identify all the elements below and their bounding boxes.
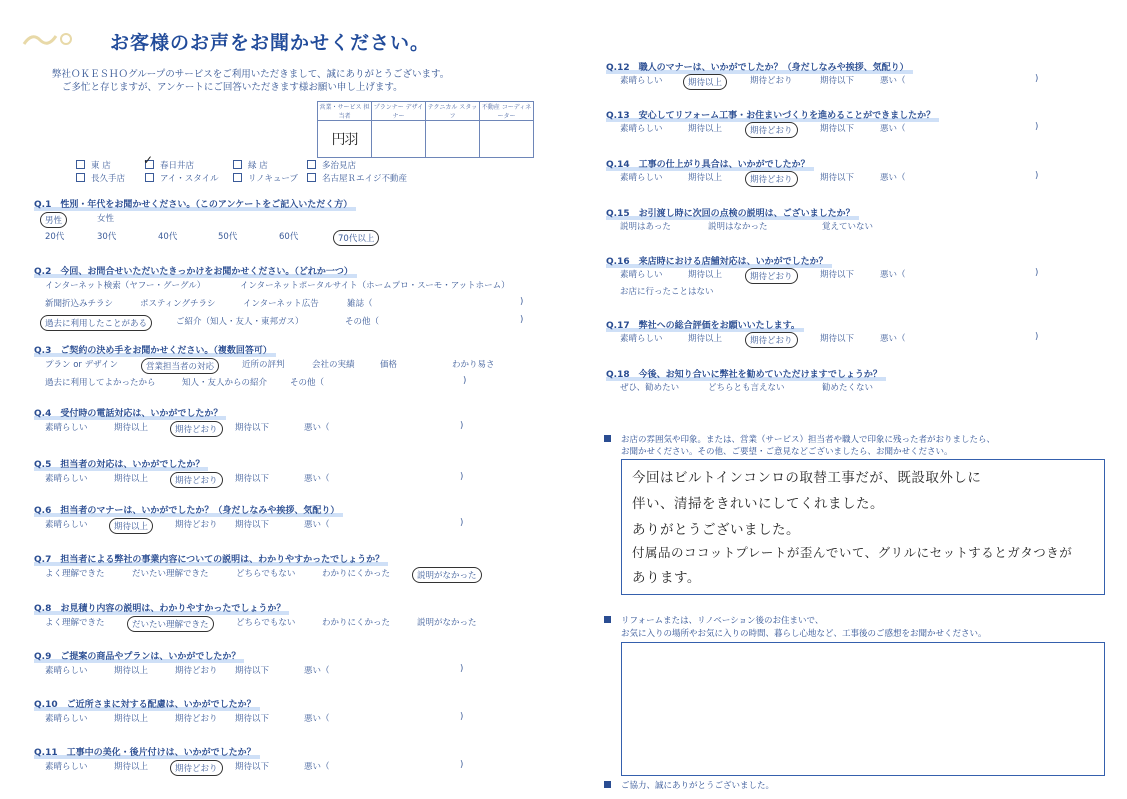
question-heading: Q.10 ご近所さまに対する配慮は、いかがでしたか？ xyxy=(34,700,256,710)
page-title: お客様のお声をお聞かせください。 xyxy=(110,32,431,54)
staff-signature-cell[interactable] xyxy=(318,121,372,158)
staff-column-header: テクニカル スタッフ xyxy=(426,102,480,121)
closing-paren: ) xyxy=(460,518,464,528)
answer-option[interactable]: 素晴らしい xyxy=(45,666,88,676)
answer-option[interactable]: 素晴らしい xyxy=(620,270,663,280)
answer-option[interactable]: 期待以下 xyxy=(235,714,270,724)
answer-option[interactable]: 期待以上 xyxy=(688,334,723,344)
question-heading: Q.12 職人のマナーは、いかがでしたか？（身だしなみや挨拶、気配り） xyxy=(606,63,909,73)
answer-option[interactable]: 期待以上 xyxy=(114,474,149,484)
question-heading: Q.5 担当者の対応は、いかがでしたか？ xyxy=(34,460,205,470)
answer-option[interactable]: わかりにくかった xyxy=(322,618,391,628)
footer-thanks: ご協力、誠にありがとうございました。 xyxy=(604,779,774,791)
closing-paren: ) xyxy=(1035,268,1039,278)
answer-option-selected[interactable]: 期待どおり xyxy=(170,421,223,437)
answer-option-selected[interactable]: 期待どおり xyxy=(745,332,798,348)
answer-option[interactable]: 悪い（ xyxy=(304,666,330,676)
staff-signature: 円羽 xyxy=(331,132,358,148)
comment-heading-2: リフォームまたは、リノベーション後のお住まいで、 xyxy=(604,614,823,626)
answer-option[interactable]: 雑誌（ xyxy=(347,299,373,309)
question-heading: Q.1 性別・年代をお聞かせください。（このアンケートをご記入いただく方） xyxy=(34,200,353,210)
square-bullet-icon xyxy=(604,616,611,623)
closing-paren: ) xyxy=(1035,122,1039,132)
question-heading: Q.16 来店時における店舗対応は、いかがでしたか？ xyxy=(606,257,828,267)
question-heading: Q.2 今回、お問合せいただいたきっかけをお聞かせください。（どれか一つ） xyxy=(34,267,353,277)
closing-paren: ) xyxy=(520,297,524,307)
answer-option[interactable]: よく理解できた xyxy=(45,569,105,579)
closing-paren: ) xyxy=(520,315,524,325)
handwritten-line: 伴い、清掃をきれいにしてくれました。 xyxy=(632,496,884,512)
answer-option[interactable]: 覚えていない xyxy=(822,222,874,232)
square-bullet-icon xyxy=(604,781,611,788)
answer-option-selected[interactable]: 期待どおり xyxy=(745,268,798,284)
answer-option-selected[interactable]: 期待どおり xyxy=(170,472,223,488)
answer-option-selected[interactable]: 期待以上 xyxy=(683,74,727,90)
answer-option[interactable]: 期待以上 xyxy=(114,714,149,724)
checkbox-icon xyxy=(307,173,316,182)
answer-option[interactable]: 会社の実績 xyxy=(312,360,355,370)
answer-option[interactable]: 勧めたくない xyxy=(822,383,874,393)
answer-option-selected[interactable]: 過去に利用したことがある xyxy=(40,315,152,331)
checkbox-icon xyxy=(307,160,316,169)
answer-option[interactable]: 説明はなかった xyxy=(708,222,768,232)
closing-paren: ) xyxy=(1035,332,1039,342)
answer-option[interactable]: 悪い（ xyxy=(304,762,330,772)
question-heading: Q.7 担当者による弊社の事業内容についての説明は、わかりやすかったでしょうか？ xyxy=(34,555,385,565)
branch-option[interactable]: 名古屋Ｒエイジ不動産 xyxy=(307,172,407,184)
answer-option[interactable]: 新聞折込みチラシ xyxy=(45,299,114,309)
answer-option-selected[interactable]: だいたい理解できた xyxy=(127,616,214,632)
staff-column-header: プランナー デザイナー xyxy=(372,102,426,121)
answer-option[interactable]: その他（ xyxy=(345,317,380,327)
staff-signature-cell[interactable] xyxy=(372,121,426,158)
answer-option-selected[interactable]: 期待どおり xyxy=(170,760,223,776)
answer-option[interactable]: 期待以下 xyxy=(235,762,270,772)
answer-option[interactable]: 素晴らしい xyxy=(620,173,663,183)
answer-option[interactable]: 期待以下 xyxy=(235,474,270,484)
answer-option[interactable]: 悪い（ xyxy=(880,76,906,86)
answer-option[interactable]: 悪い（ xyxy=(880,173,906,183)
handwritten-line: あります。 xyxy=(632,570,701,586)
question-heading: Q.14 工事の仕上がり具合は、いかがでしたか？ xyxy=(606,160,810,170)
comment-box-2[interactable] xyxy=(621,642,1105,776)
answer-option[interactable]: 悪い（ xyxy=(880,270,906,280)
question-heading: Q.8 お見積り内容の説明は、わかりやすかったでしょうか？ xyxy=(34,604,286,614)
checkmark-icon: ✓ xyxy=(143,153,154,167)
answer-option[interactable]: 近所の評判 xyxy=(242,360,285,370)
handwritten-line: ありがとうございました。 xyxy=(632,522,800,538)
answer-option[interactable]: 素晴らしい xyxy=(620,124,663,134)
answer-option[interactable]: その他（ xyxy=(290,378,325,388)
answer-option[interactable]: 悪い（ xyxy=(304,714,330,724)
answer-option[interactable]: 60代 xyxy=(279,232,299,242)
branch-option[interactable]: 緑 店 xyxy=(233,159,268,171)
answer-option[interactable]: 期待以上 xyxy=(114,423,149,433)
answer-option[interactable]: プラン or デザイン xyxy=(45,360,119,370)
brand-logo xyxy=(20,28,80,50)
answer-option[interactable]: 期待以上 xyxy=(114,762,149,772)
answer-option[interactable]: 期待以上 xyxy=(688,270,723,280)
closing-paren: ) xyxy=(1035,171,1039,181)
staff-signature-cell[interactable] xyxy=(426,121,480,158)
answer-option[interactable]: 期待以下 xyxy=(820,270,855,280)
answer-option[interactable]: 期待どおり xyxy=(175,666,218,676)
answer-option[interactable]: 悪い（ xyxy=(880,334,906,344)
checkbox-icon xyxy=(233,160,242,169)
answer-option[interactable]: ポスティングチラシ xyxy=(140,299,216,309)
closing-paren: ) xyxy=(463,376,467,386)
square-bullet-icon xyxy=(604,435,611,442)
answer-option[interactable]: 素晴らしい xyxy=(45,520,88,530)
answer-option[interactable]: 期待以下 xyxy=(235,666,270,676)
answer-option[interactable]: インターネット検索（ヤフー・グーグル） xyxy=(45,281,206,291)
answer-option[interactable]: 期待以下 xyxy=(235,520,270,530)
staff-column-header: 営業・サービス 担当者 xyxy=(318,102,372,121)
answer-option[interactable]: 知人・友人からの紹介 xyxy=(182,378,268,388)
comment-heading-2-line2: お気に入りの場所やお気に入りの時間、暮らし心地など、工事後のご感想をお聞かせください。 xyxy=(621,629,987,639)
answer-option[interactable]: 素晴らしい xyxy=(45,474,88,484)
answer-option[interactable]: 50代 xyxy=(218,232,238,242)
answer-option[interactable]: 期待以下 xyxy=(820,173,855,183)
checkbox-icon xyxy=(76,173,85,182)
answer-option[interactable]: 20代 xyxy=(45,232,65,242)
branch-option[interactable]: アイ・スタイル xyxy=(145,172,219,184)
question-heading: Q.18 今後、お知り合いに弊社を勧めていただけますでしょうか？ xyxy=(606,370,882,380)
answer-option[interactable]: インターネットポータルサイト（ホームプロ・スーモ・アットホーム） xyxy=(240,281,510,291)
answer-option[interactable]: ご紹介（知人・友人・東邦ガス） xyxy=(176,317,304,327)
handwritten-line: 付属品のココットプレートが歪んでいて、グリルにセットするとガタつきが xyxy=(632,545,1073,560)
answer-option[interactable]: 期待以下 xyxy=(820,124,855,134)
answer-option[interactable]: 女性 xyxy=(97,214,115,224)
comment-heading-1: お店の雰囲気や印象。または、営業（サービス）担当者や職人で印象に残った者がおりましたら、 xyxy=(604,433,995,445)
closing-paren: ) xyxy=(460,712,464,722)
answer-option[interactable]: ぜひ、勧めたい xyxy=(620,383,680,393)
checkbox-icon xyxy=(145,173,154,182)
answer-option-selected[interactable]: 期待どおり xyxy=(745,171,798,187)
answer-option[interactable]: わかりにくかった xyxy=(322,569,391,579)
branch-option[interactable]: 多治見店 xyxy=(307,159,356,171)
question-heading: Q.4 受付時の電話対応は、いかがでしたか？ xyxy=(34,409,223,419)
answer-option[interactable]: 期待以下 xyxy=(820,76,855,86)
answer-option[interactable]: よく理解できた xyxy=(45,618,105,628)
answer-option[interactable]: 30代 xyxy=(97,232,117,242)
answer-option[interactable]: 期待以下 xyxy=(235,423,270,433)
answer-option-selected[interactable]: 営業担当者の対応 xyxy=(141,358,219,374)
answer-option-selected[interactable]: 説明がなかった xyxy=(412,567,482,583)
checkbox-icon xyxy=(233,173,242,182)
answer-option[interactable]: 期待以上 xyxy=(114,666,149,676)
question-heading: Q.15 お引渡し時に次回の点検の説明は、ございましたか？ xyxy=(606,209,855,219)
staff-column-header: 不動産 コーディネーター xyxy=(480,102,534,121)
answer-option[interactable]: わかり易さ xyxy=(452,360,495,370)
answer-option[interactable]: 素晴らしい xyxy=(45,762,88,772)
answer-option[interactable]: 悪い（ xyxy=(880,124,906,134)
checkbox-icon xyxy=(76,160,85,169)
branch-option[interactable]: 春日井店 xyxy=(145,159,194,171)
answer-option-selected[interactable]: 期待どおり xyxy=(745,122,798,138)
answer-option[interactable]: 説明はあった xyxy=(620,222,671,232)
answer-option[interactable]: 期待どおり xyxy=(175,520,218,530)
answer-option[interactable]: 期待以下 xyxy=(820,334,855,344)
answer-option[interactable]: どちらでもない xyxy=(236,618,296,628)
answer-option-selected[interactable]: 期待以上 xyxy=(109,518,153,534)
answer-option[interactable]: 悪い（ xyxy=(304,423,330,433)
answer-option[interactable]: 期待以上 xyxy=(688,173,723,183)
branch-option[interactable]: リノキューブ xyxy=(233,172,298,184)
answer-option[interactable]: 期待どおり xyxy=(750,76,793,86)
intro-line-1: 弊社ＯＫＥＳＨＯグループのサービスをご利用いただきまして、誠にありがとうございます。 xyxy=(52,69,450,80)
answer-option[interactable]: 40代 xyxy=(158,232,178,242)
staff-table xyxy=(317,101,534,158)
answer-option[interactable]: 悪い（ xyxy=(304,474,330,484)
answer-option[interactable]: インターネット広告 xyxy=(243,299,319,309)
answer-option[interactable]: お店に行ったことはない xyxy=(620,287,714,297)
question-heading: Q.13 安心してリフォーム工事・お住まいづくりを進めることができましたか？ xyxy=(606,111,936,121)
answer-option[interactable]: どちらとも言えない xyxy=(708,383,785,393)
answer-option-selected[interactable]: 男性 xyxy=(40,212,67,228)
branch-option[interactable]: 東 店 xyxy=(76,159,111,171)
question-heading: Q.17 弊社への総合評価をお願いいたします。 xyxy=(606,321,800,331)
answer-option[interactable]: 価格 xyxy=(380,360,398,370)
question-heading: Q.9 ご提案の商品やプランは、いかがでしたか？ xyxy=(34,652,241,662)
answer-option[interactable]: 過去に利用してよかったから xyxy=(45,378,156,388)
closing-paren: ) xyxy=(460,421,464,431)
question-heading: Q.6 担当者のマナーは、いかがでしたか？（身だしなみや挨拶、気配り） xyxy=(34,506,340,516)
answer-option[interactable]: 期待以上 xyxy=(688,124,723,134)
closing-paren: ) xyxy=(1035,74,1039,84)
intro-line-2: ご多忙と存じますが、アンケートにご回答いただきます様お願い申し上げます。 xyxy=(62,82,403,93)
answer-option[interactable]: 悪い（ xyxy=(304,520,330,530)
answer-option[interactable]: 素晴らしい xyxy=(620,76,663,86)
answer-option[interactable]: だいたい理解できた xyxy=(132,569,209,579)
closing-paren: ) xyxy=(460,472,464,482)
closing-paren: ) xyxy=(460,760,464,770)
answer-option[interactable]: 素晴らしい xyxy=(45,423,88,433)
answer-option[interactable]: どちらでもない xyxy=(236,569,296,579)
closing-paren: ) xyxy=(460,664,464,674)
answer-option[interactable]: 素晴らしい xyxy=(45,714,88,724)
answer-option[interactable]: 期待どおり xyxy=(175,714,218,724)
branch-option[interactable]: 長久手店 xyxy=(76,172,125,184)
comment-heading-1-line2: お聞かせください。その他、ご要望・ご意見などございましたら、お聞かせください。 xyxy=(621,447,953,457)
staff-signature-cell[interactable] xyxy=(480,121,534,158)
handwritten-line: 今回はビルトインコンロの取替工事だが、既設取外しに xyxy=(632,470,982,486)
answer-option-selected[interactable]: 70代以上 xyxy=(333,230,379,246)
question-heading: Q.11 工事中の美化・後片付けは、いかがでしたか？ xyxy=(34,748,256,758)
question-heading: Q.3 ご契約の決め手をお聞かせください。（複数回答可） xyxy=(34,346,272,356)
answer-option[interactable]: 素晴らしい xyxy=(620,334,663,344)
answer-option[interactable]: 説明がなかった xyxy=(417,618,477,628)
